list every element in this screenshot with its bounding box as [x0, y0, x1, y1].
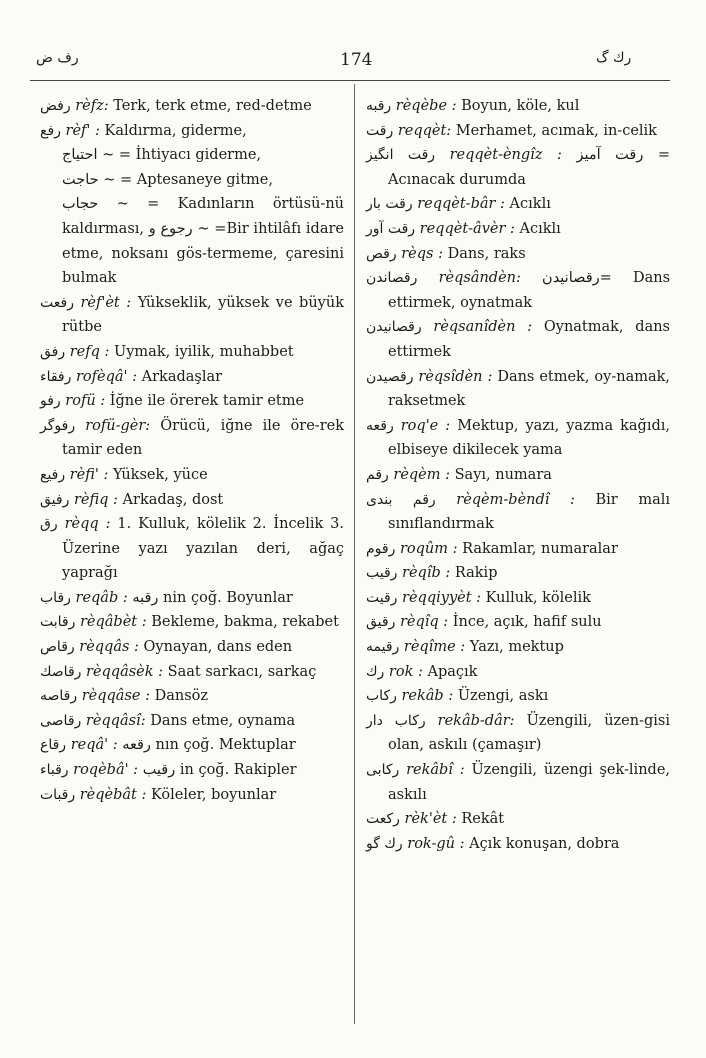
dictionary-entry — [40, 512, 344, 586]
entry-arabic: ركعت — [366, 811, 400, 828]
entry-definition: Bir malı sınıflandırmak — [388, 491, 671, 533]
entry-arabic: رقت انگيز — [366, 147, 436, 164]
dictionary-entry — [40, 463, 344, 488]
entry-definition: Saat sarkacı, sarkaç — [167, 663, 317, 680]
entry-arabic: رفيع — [40, 466, 66, 483]
entry-transliteration: rok-gû : — [407, 835, 465, 852]
dictionary-entry — [366, 94, 670, 119]
entry-transliteration: rèqsîdèn : — [418, 368, 493, 385]
dictionary-entry — [366, 561, 670, 586]
dictionary-entry — [366, 807, 670, 832]
dictionary-entry — [40, 709, 344, 734]
entry-arabic: رقاب — [40, 589, 71, 606]
entry-definition: Yüksek, yüce — [113, 466, 208, 483]
entry-transliteration: rèfiq : — [73, 491, 118, 508]
entry-definition: Apaçık — [427, 663, 478, 680]
entry-definition: Rakip — [454, 565, 498, 582]
entry-transliteration: rèf'èt : — [80, 294, 132, 311]
dictionary-entry — [40, 414, 344, 463]
right-column — [366, 94, 670, 856]
entry-arabic: ركاب دار — [366, 712, 426, 729]
entry-transliteration: rok : — [388, 663, 423, 680]
entry-definition: Üzengi, askı — [457, 688, 549, 705]
dictionary-entry — [366, 266, 670, 315]
entry-transliteration: rekâbî : — [406, 762, 465, 779]
dictionary-entry — [366, 537, 670, 562]
entry-definition: Acıklı — [509, 196, 551, 213]
entry-transliteration: roqûm : — [399, 540, 458, 557]
entry-arabic: رقوم — [366, 540, 396, 557]
entry-arabic: رقيق — [366, 614, 396, 631]
dictionary-entry — [40, 610, 344, 635]
entry-arabic: رقيت — [366, 589, 398, 606]
entry-arabic: رقصيدن — [366, 368, 414, 385]
entry-transliteration: rèqqâsî: — [85, 712, 146, 729]
entry-transliteration: rèqqâse : — [81, 688, 150, 705]
dictionary-entry — [366, 635, 670, 660]
entry-arabic: رفو — [40, 393, 61, 410]
dictionary-entry — [40, 586, 344, 611]
entry-definition: Örücü, iğne ile öre-rek tamir eden — [62, 417, 344, 459]
dictionary-entry — [40, 758, 344, 783]
entry-transliteration: rèqqâsèk : — [86, 663, 164, 680]
dictionary-entry — [40, 733, 344, 758]
dictionary-entry — [366, 684, 670, 709]
entry-transliteration: rèk'èt : — [404, 811, 457, 828]
dictionary-entry — [40, 635, 344, 660]
dictionary-entry — [366, 832, 670, 857]
entry-arabic: رقت بار — [366, 196, 413, 213]
entry-arabic: ركابى — [366, 762, 400, 779]
entry-definition: رقصانيدن= Dans ettirmek, oynatmak — [388, 270, 671, 311]
entry-transliteration: rèqèbe : — [395, 98, 457, 114]
entry-arabic: رقعه — [366, 417, 394, 434]
entry-definition: Sayı, numara — [454, 466, 552, 483]
page-number: 174 — [340, 50, 373, 70]
entry-definition: Bekleme, bakma, rekabet — [151, 614, 339, 631]
entry-transliteration: rekâb : — [401, 688, 454, 705]
entry-definition: Dans etmek, oy-namak, raksetmek — [388, 368, 671, 410]
entry-definition: İğne ile örerek tamir etme — [109, 393, 305, 410]
dictionary-entry — [40, 365, 344, 390]
dictionary-entry — [366, 758, 670, 807]
dictionary-entry — [366, 463, 670, 488]
entry-definition: Dansöz — [154, 688, 209, 705]
entry-arabic: رقم — [366, 466, 389, 483]
entry-definition: رقعه nın çoğ. Mektuplar — [122, 737, 296, 754]
column-divider — [354, 84, 355, 1024]
entry-definition: Acıklı — [519, 220, 561, 237]
entry-subline: احتياج ~ = İhtiyacı giderme, — [62, 147, 262, 164]
dictionary-entry — [366, 192, 670, 217]
entry-arabic: رقاصه — [40, 688, 78, 705]
entry-definition: رقيب in çoğ. Rakipler — [142, 762, 297, 779]
entry-arabic: رقبات — [40, 786, 76, 803]
entry-arabic: رك — [366, 663, 385, 680]
dictionary-entry — [40, 119, 344, 144]
entry-arabic: رقصانيدن — [366, 319, 422, 336]
entry-transliteration: rèqqâs : — [79, 639, 139, 656]
entry-definition: Kaldırma, giderme, — [104, 122, 247, 139]
entry-transliteration: rèf' : — [65, 122, 100, 139]
entry-transliteration: roqèbâ' : — [73, 762, 139, 779]
entry-arabic: رقص — [366, 245, 397, 262]
header-rule — [30, 80, 670, 81]
dictionary-entry — [40, 291, 344, 340]
entry-transliteration: rèqîb : — [402, 565, 451, 582]
entry-subline: حجاب ~ = Kadınların örtüsü-nü kaldırması, رجوع و ~ =Bir ihtilâfı idare etme, noksanı gös-termeme, çaresini bulmak — [62, 196, 344, 287]
dictionary-entry — [40, 389, 344, 414]
entry-transliteration: rèqèm-bèndî : — [456, 491, 575, 508]
entry-transliteration: rèfi' : — [69, 466, 109, 483]
dictionary-entry — [366, 610, 670, 635]
entry-transliteration: rèqîme : — [403, 639, 466, 656]
entry-definition: رقت آميز = Acınacak durumda — [388, 147, 671, 188]
entry-transliteration: reqqèt: — [397, 122, 452, 139]
entry-definition: Arkadaşlar — [141, 368, 223, 385]
entry-definition: İnce, açık, hafif sulu — [452, 614, 602, 631]
entry-transliteration: rèqqiyyèt : — [402, 589, 482, 606]
entry-transliteration: rekâb-dâr: — [437, 712, 515, 729]
entry-arabic: رفقاء — [40, 368, 72, 385]
entry-definition: رقبه nin çoğ. Boyunlar — [132, 589, 293, 606]
entry-definition: Merhamet, acımak, in-celik — [455, 122, 657, 139]
entry-definition: Dans, raks — [447, 245, 526, 262]
entry-definition: Boyun, köle, kul — [461, 98, 580, 114]
entry-arabic: رفوگر — [40, 417, 76, 434]
entry-arabic: رقيمه — [366, 639, 400, 656]
dictionary-entry — [366, 586, 670, 611]
entry-arabic: رقباء — [40, 762, 69, 779]
entry-transliteration: rèqsândèn: — [438, 270, 521, 287]
entry-definition: Terk, terk etme, red-detme — [113, 98, 312, 114]
dictionary-entry — [366, 143, 670, 192]
entry-transliteration: rèqsanîdèn : — [433, 319, 533, 336]
dictionary-entry — [40, 660, 344, 685]
entry-arabic: رقاص — [40, 639, 75, 656]
entry-transliteration: rèqèbât : — [79, 786, 147, 803]
dictionary-entry — [366, 660, 670, 685]
entry-definition: Uymak, iyilik, muhabbet — [114, 343, 294, 360]
header-left-guide: رف ض — [36, 50, 79, 66]
entry-arabic: رقت آور — [366, 220, 416, 237]
entry-transliteration: rofü : — [65, 393, 106, 410]
dictionary-entry — [40, 684, 344, 709]
entry-definition: Köleler, boyunlar — [150, 786, 277, 803]
entry-transliteration: rèqs : — [401, 245, 443, 262]
entry-transliteration: roq'e : — [400, 417, 451, 434]
dictionary-entry — [366, 119, 670, 144]
entry-arabic: رقصاندن — [366, 270, 418, 287]
entry-transliteration: rèqèm : — [393, 466, 451, 483]
entry-transliteration: reqqèt-èngîz : — [449, 147, 562, 164]
entry-arabic: رفع — [40, 122, 61, 139]
entry-arabic: رقاصك — [40, 663, 82, 680]
entry-definition: Açık konuşan, dobra — [469, 835, 620, 852]
entry-definition: Yazı, mektup — [469, 639, 564, 656]
entry-arabic: رقابت — [40, 614, 76, 631]
entry-definition: Dans etme, oynama — [150, 712, 296, 729]
entry-arabic: رقاصى — [40, 712, 82, 729]
entry-transliteration: reqâb : — [75, 589, 128, 606]
entry-definition: Arkadaş, dost — [122, 491, 224, 508]
dictionary-entry — [366, 217, 670, 242]
dictionary-entry — [366, 315, 670, 364]
entry-subline: حاجت ~ = Aptesaneye gitme, — [62, 171, 273, 188]
entry-definition: Rekât — [461, 811, 505, 828]
entry-definition: 1. Kulluk, kölelik 2. İncelik 3. Üzerine yazı yazılan deri, ağaç yaprağı — [62, 516, 345, 582]
entry-arabic: رفق — [40, 343, 66, 360]
entry-transliteration: rèqîq : — [399, 614, 449, 631]
entry-definition: Rakamlar, numaralar — [462, 540, 618, 557]
entry-definition: Mektup, yazı, yazma kağıdı, elbiseye dikilecek yama — [388, 417, 671, 459]
dictionary-entry — [366, 414, 670, 463]
entry-transliteration: reqâ' : — [70, 737, 118, 754]
entry-arabic: رقت — [366, 122, 394, 139]
entry-arabic: رفيق — [40, 491, 70, 508]
dictionary-entry — [366, 709, 670, 758]
entry-definition: Üzengili, üzen-gisi olan, askılı (çamaşır) — [388, 712, 670, 754]
entry-definition: Oynatmak, dans ettirmek — [388, 319, 671, 360]
entry-transliteration: rofü-gèr: — [85, 417, 151, 434]
dictionary-entry — [40, 340, 344, 365]
entry-arabic: رقبه — [366, 98, 392, 114]
entry-transliteration: rèfz: — [75, 98, 109, 114]
entry-arabic: رقيب — [366, 565, 398, 582]
entry-definition: Üzengili, üzengi şek-linde, askılı — [388, 762, 671, 803]
dictionary-entry — [40, 783, 344, 808]
entry-transliteration: reqqèt-bâr : — [417, 196, 505, 213]
dictionary-entry — [40, 488, 344, 513]
entry-definition: Yükseklik, yüksek ve büyük rütbe — [62, 294, 344, 336]
dictionary-entry — [366, 365, 670, 414]
entry-arabic: رقاع — [40, 737, 67, 754]
entry-transliteration: rofèqâ' : — [76, 368, 138, 385]
entry-definition: Oynayan, dans eden — [143, 639, 293, 656]
entry-arabic: رفض — [40, 98, 71, 114]
entry-arabic: رفعت — [40, 294, 74, 311]
entry-definition: Kulluk, kölelik — [485, 589, 591, 606]
entry-arabic: رق — [40, 516, 58, 533]
left-column — [40, 94, 344, 807]
entry-transliteration: rèqq : — [64, 516, 111, 533]
dictionary-entry — [366, 488, 670, 537]
dictionary-entry — [40, 94, 344, 119]
dictionary-entry — [366, 242, 670, 267]
entry-arabic: رقم بندى — [366, 491, 436, 508]
entry-transliteration: refq : — [69, 343, 110, 360]
entry-arabic: ركاب — [366, 688, 397, 705]
entry-transliteration: reqqèt-âvèr : — [419, 220, 515, 237]
entry-arabic: رك گو — [366, 835, 403, 852]
header-right-guide: رك گ — [596, 50, 632, 66]
entry-transliteration: rèqâbèt : — [79, 614, 147, 631]
